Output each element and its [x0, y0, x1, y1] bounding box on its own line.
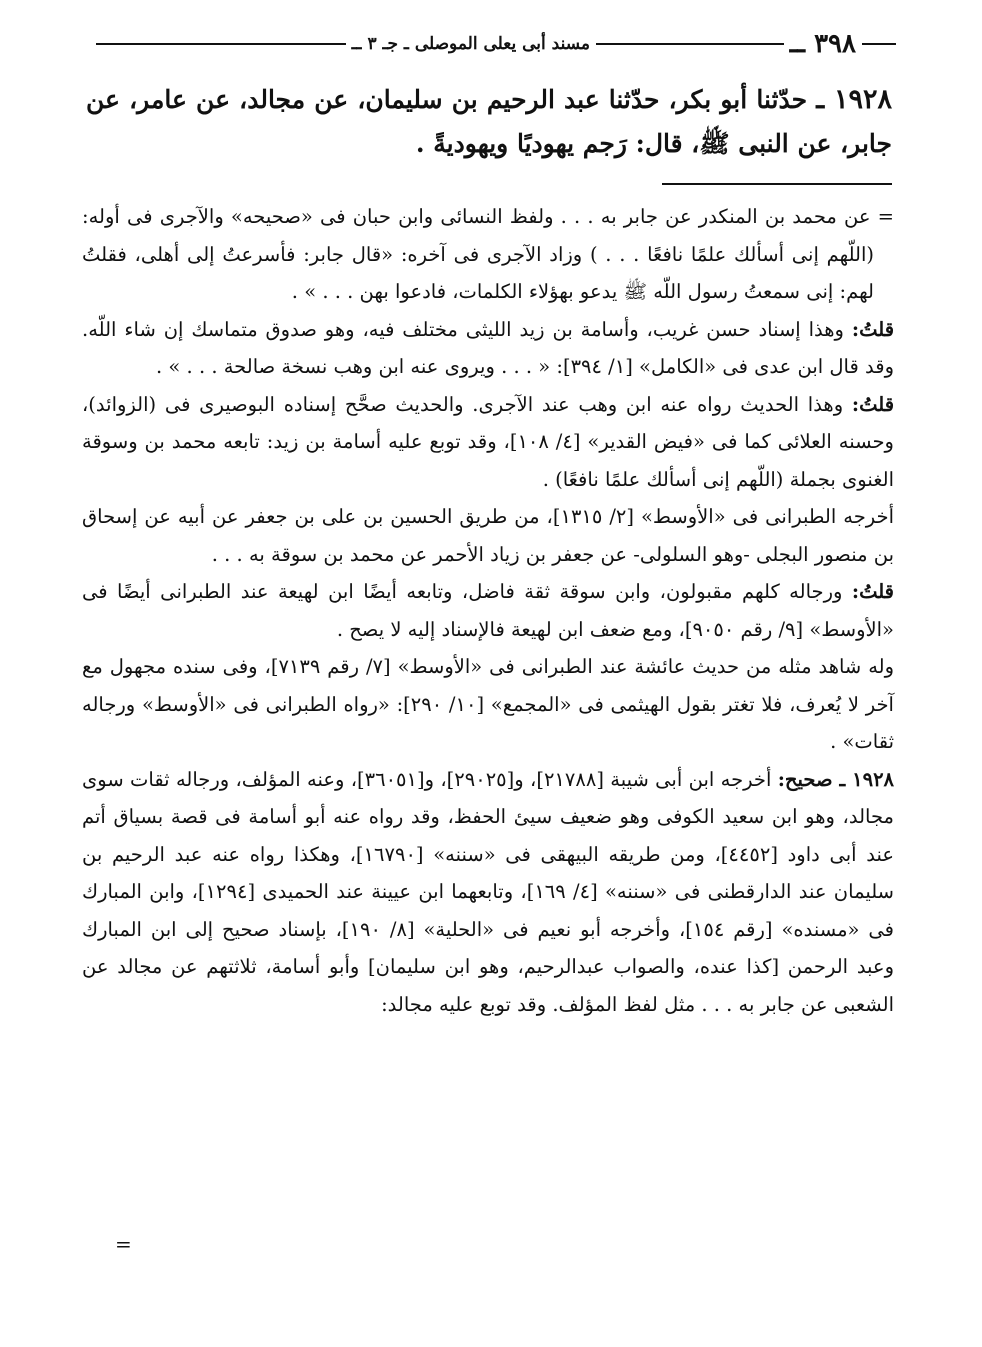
hadith-text [86, 78, 892, 166]
footnote-divider [662, 183, 892, 185]
note-text: أخرجه ابن أبى شيبة [٢١٧٨٨]، و[٢٩٠٢٥]، و[٣٦٠٥١]، وعنه المؤلف، ورجاله ثقات سوى مجالد، وهو ابن سعيد الكوفى وهو ضعيف سيئ الحفظ، وقد رواه عنه أبو أسامة فى قصة بسياق أتم عند أبى داود [٤٤٥٢]، ومن طريقه البيهقى فى «سننه» [١٦٧٩٠]، وهكذا رواه عنه عبد الرحيم بن سليمان عند الدارقطنى فى «سننه» [٤/ ١٦٩]، وتابعهما ابن عيينة عند الحميدى [١٢٩٤]، وابن المبارك فى «مسنده» [رقم ١٥٤]، وأخرجه أبو نعيم فى «الحلية» [٨/ ١٩٠]، بإسناد صحيح إلى ابن المبارك وعبد الرحمن [كذا عنده، والصواب عبدالرحيم، وهو ابن سليمان] وأبو أسامة، ثلاثتهم عن مجالد عن الشعبى عن جابر به . . . مثل لفظ المؤلف. وقد توبع عليه مجالد: [82, 767, 895, 1016]
continuation-mark: = [115, 1232, 132, 1256]
note-paragraph [82, 761, 894, 1024]
note-paragraph [82, 573, 894, 648]
hadith-number: ١٩٢٨ ـ [816, 84, 892, 115]
note-paragraph: أخرجه الطبرانى فى «الأوسط» [٢/ ١٣١٥]، من طريق الحسين بن على بن جعفر عن أبيه عن إسحاق بن منصور البجلى -وهو السلولى- عن جعفر بن زياد الأحمر عن محمد بن سوقة به . . . [82, 505, 894, 566]
page-header [96, 28, 896, 60]
running-title: مسند أبى يعلى الموصلى ـ جـ ٣ ــ [346, 31, 596, 57]
note-label: قلتُ: [851, 580, 894, 603]
hadith-body: حدّثنا أبو بكر، حدّثنا عبد الرحيم بن سليمان، عن مجالد، عن عامر، عن جابر، عن النبى ﷺ، قال: رَجم يهوديًا ويهوديةً . [86, 85, 892, 158]
note-paragraph: = عن محمد بن المنكدر عن جابر به . . . ولفظ النسائى وابن حبان فى «صحيحه» والآجرى فى أوله: (اللّهم إنى أسألك علمًا نافعًا . . . ) وزاد الآجرى فى آخره: «قال جابر: فأسرعتُ إلى أهلى، فقلتُ لهم: إنى سمعتُ رسول اللّه ﷺ يدعو بهؤلاء الكلمات، فادعوا بهن . . . » . [82, 205, 894, 303]
note-paragraph: وله شاهد مثله من حديث عائشة عند الطبرانى فى «الأوسط» [٧/ رقم ٧١٣٩]، وفى سنده مجهول مع آخر لا يُعرف، فلا تغتر بقول الهيثمى فى «المجمع» [١٠/ ٢٩٠]: «رواه الطبرانى فى «الأوسط» ورجاله ثقات» . [82, 655, 895, 753]
note-label: قلتُ: [851, 392, 895, 416]
note-text: وهذا الحديث رواه عنه ابن وهب عند الآجرى. والحديث صحَّح إسناده البوصيرى فى (الزوائد)، وحسنه العلائى كما فى «فيض القدير» [٤/ ١٠٨]، وقد توبع عليه أسامة بن زيد: تابعه محمد بن وسوقة الغنوى بجملة (اللّهم إنى أسألك علمًا نافعًا) . [82, 392, 894, 491]
footnotes [82, 198, 894, 1023]
note-paragraph [82, 311, 894, 386]
note-text: ورجاله كلهم مقبولون، وابن سوقة ثقة فاضل، وتابعه أيضًا ابن لهيعة عند الطبرانى أيضًا فى «الأوسط» [٩/ رقم ٩٠٥٠]، ومع ضعف ابن لهيعة فالإسناد إليه لا يصح . [82, 580, 894, 641]
note-paragraph [82, 386, 894, 499]
note-label: قلتُ: [851, 317, 895, 341]
takhrij-label: ١٩٢٨ ـ صحيح: [777, 767, 895, 791]
page-number: ٣٩٨ ــ [784, 28, 862, 60]
note-text: وهذا إسناد حسن غريب، وأسامة بن زيد الليثى مختلف فيه، وهو صدوق متماسك إن شاء اللّه. وقد قال ابن عدى فى «الكامل» [١/ ٣٩٤]: « . . . ويروى عنه ابن وهب نسخة صالحة . . . » . [82, 317, 894, 378]
